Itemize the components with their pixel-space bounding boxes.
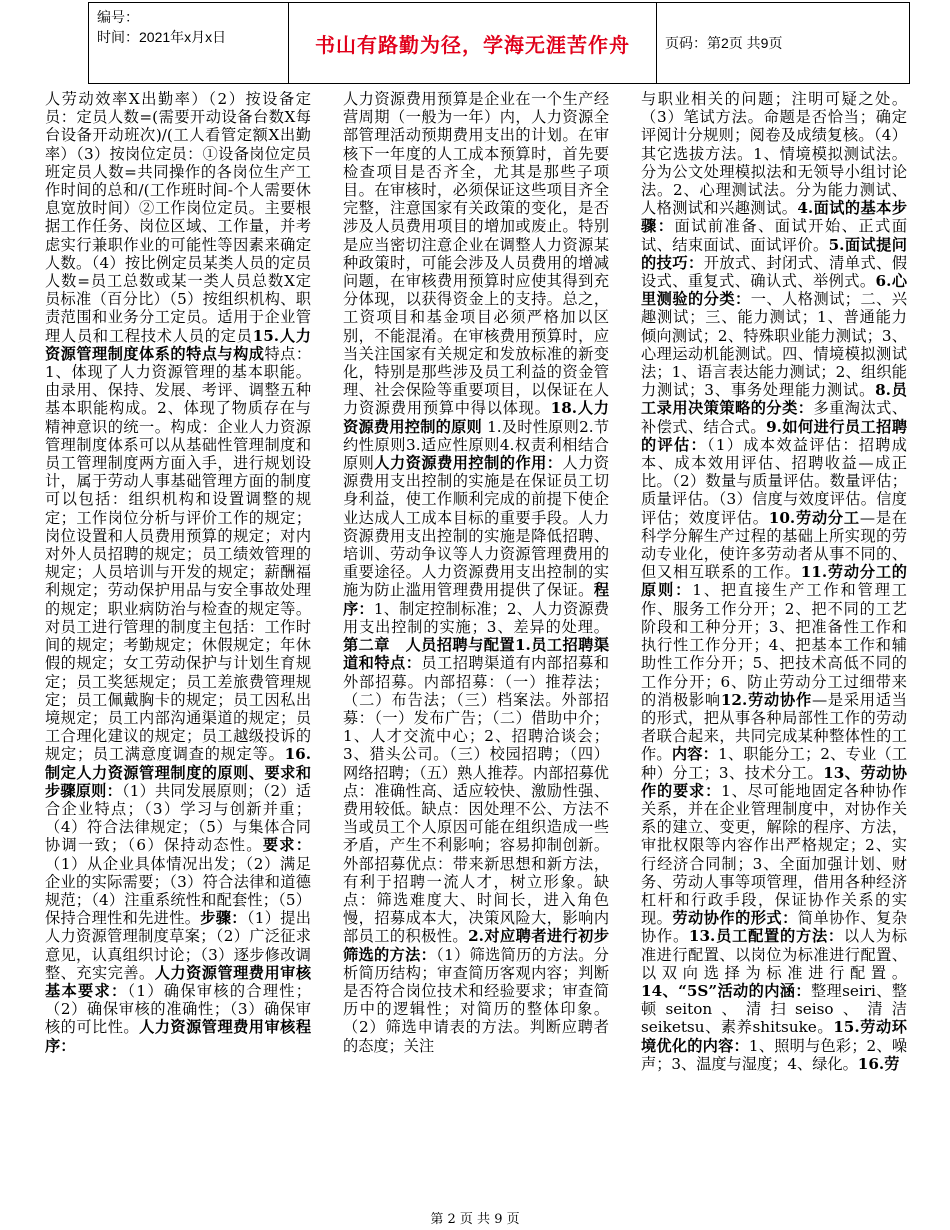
section-heading: 劳动协作的形式：: [672, 909, 798, 928]
section-heading: 2.对应聘者进行初步筛选的方法：: [343, 927, 609, 964]
section-heading: 13.员工配置的方法：: [688, 927, 844, 946]
body-text: 简单协作、复杂协作。: [641, 909, 907, 946]
body-text: 一、人格测试；二、兴趣测试；三、能力测试；1、普通能力倾向测试；2、特殊职业能力测试；3、心理运动机能测试。四、情境模拟测试法；1、语言表达能力测试；2、组织能力测试；3、事务处理能力测试。: [641, 290, 907, 400]
header-page-number: 页码：第2页 共9页: [665, 35, 783, 51]
body-text: 多重淘汰式、补偿式、结合式。: [641, 399, 907, 436]
body-text: 1.及时性原则2.节约性原则3.适应性原则4.权责利相结合原则: [343, 417, 609, 473]
body-text: 1、尽可能地固定各种协作关系，并在企业管理制度中，对协作关系的建立、变更，解除的程序、方法，审批权限等内容作出严格规定；2、实行经济合同制；3、全面加强计划、财务、劳动人事等项管理，借用各种经济杠杆和行政手段，保证协作关系的实现。: [641, 781, 907, 928]
section-heading: 程序：: [343, 581, 609, 618]
section-heading: 11.劳动分工的原则：: [641, 563, 907, 600]
body-text: 员工招聘渠道有内部招募和外部招募。内部招募：（一）推荐法；（二）布告法；（三）档案法。外部招募：（一）发布广告；（二）借助中介；1、人才交流中心；2、招聘洽谈会；3、猎头公司。（三）校园招聘；（四）网络招聘；（五）熟人推荐。内部招募优点：准确性高、适应较快、激励性强、费用较低。缺点：因处理不公、方法不当或员工个人原因可能在组织造成一些矛盾，产生不利影响；容易抑制创新。外部招募优点：带来新思想和新方法，有利于招聘一流人才，树立形象。缺点：筛选难度大、时间长，进入角色慢，招募成本大，决策风险大，影响内部员工的积极性。: [343, 654, 609, 946]
section-heading: 人力资源费用控制的作用：: [374, 454, 563, 473]
section-heading: 15.人力资源管理制度体系的特点与构成: [45, 326, 311, 363]
section-heading: 16.劳: [857, 1054, 900, 1073]
body-text: （1）筛选简历的方法。分析简历结构；审查简历客观内容；判断是否符合岗位技术和经验要求；审查简历中的逻辑性；对简历的整体印象。（2）筛选申请表的方法。判断应聘者的态度；关注: [343, 945, 609, 1055]
section-heading: 人力资源管理费用审核基本要求：: [45, 963, 311, 1000]
body-text: 1、制定控制标准；2、人力资源费用支出控制的实施；3、差异的处理。: [343, 599, 609, 636]
section-heading: 10.劳动分工: [768, 508, 860, 527]
body-text: 特点：1、体现了人力资源管理的基本职能。由录用、保持、发展、考评、调整五种基本职能构成。2、体现了物质存在与精神意识的统一。构成：企业人力资源管理制度体系可以从基础性管理制度和员工管理制度两方面入手，进行规划设计，属于劳动人事基础管理方面的制度可以包括：组织机构和设置调整的规定；工作岗位分析与评价工作的规定；岗位设置和人员费用预算的规定；对内对外人员招聘的规定；员工绩效管理的规定；人员培训与开发的规定；薪酬福利规定；劳动保护用品与安全事故处理的规定；职业病防治与检查的规定等。对员工进行管理的制度主包括：工作时间的规定；考勤规定；休假规定；年休假的规定；女工劳动保护与计划生育规定；员工奖惩规定；员工差旅费管理规定；员工佩戴胸卡的规定；员工因私出境规定；员工内部沟通渠道的规定；员工合理化建议的规定；员工越级投诉的规定；员工满意度调查的规定等。: [45, 344, 311, 764]
header-motto: 书山有路勤为径，学海无涯苦作舟: [289, 3, 657, 83]
body-text: 人力资源费用支出控制的实施是在保证员工切身利益，使工作顺利完成的前提下使企业达成人工成本目标的重要手段。人力资源费用支出控制的实施是降低招聘、培训、劳动争议等人力资源管理费用的重要途径。人力资源费用支出控制的实施为防止滥用管理费用提供了保证。: [343, 454, 609, 600]
text-column-2: [343, 90, 609, 1180]
doc-number-label: 编号：: [97, 9, 139, 25]
body-text: 整理seiri、整顿seiton、清扫seiso、清洁seiketsu、素养shitsuke。: [641, 981, 907, 1037]
body-text: （1）共同发展原则；（2）适合企业特点；（3）学习与创新并重；（4）符合法律规定；（5）与集体合同协调一致；（6）保持动态性。: [45, 781, 311, 855]
section-heading: 6.心里测验的分类：: [641, 272, 907, 309]
body-text: 1、职能分工；2、专业（工种）分工；3、技术分工。: [641, 745, 907, 782]
section-heading: 8.员工录用决策策略的分类：: [641, 381, 907, 418]
section-heading: 第二章 人员招聘与配置: [343, 636, 515, 655]
body-text: 与职业相关的问题；注明可疑之处。（3）笔试方法。命题是否恰当；确定评阅计分规则；阅卷及成绩复核。（4）其它选拔方法。1、情境模拟测试法。分为公文处理模拟法和无领导小组讨论法。2、心理测试法。分为能力测试、人格测试和兴趣测试。: [641, 90, 907, 218]
section-heading: 15.劳动环境优化的内容：: [641, 1018, 907, 1055]
section-heading: 12.劳动协作: [720, 690, 812, 709]
body-text: 1、把直接生产工作和管理工作、服务工作分开；2、把不同的工艺阶段和工种分开；3、把准备性工作和执行性工作分开；4、把基本工作和辅助性工作分开；5、把技术高低不同的工作分开；6、防止劳动分工过细带来的消极影响: [641, 581, 907, 709]
time-label: 时间：2021年x月x日: [97, 29, 227, 45]
section-heading: 人力资源管理费用审核程序：: [45, 1018, 311, 1055]
document-body: [45, 90, 907, 1180]
body-text: 面试前准备、面试开始、正式面试、结束面试、面试评价。: [641, 217, 907, 254]
section-heading: 内容：: [671, 745, 719, 764]
body-text: 人力资源费用预算是企业在一个生产经营周期（一般为一年）内，人力资源全部管理活动预期费用支出的计划。在审核下一年度的人工成本预算时，首先要检查项目是否齐全，尤其是那些子项目。在审核时，必须保证这些项目齐全完整，注意国家有关政策的变化，是否涉及人员费用项目的增加或废止。特别是应当密切注意企业在调整人力资源某种政策时，可能会涉及人员费用的增减问题，在审核费用预算时应使其得到充分体现，以获得资金上的支持。总之，工资项目和基金项目必须严格加以区别，不能混淆。在审核费用预算时，应当关注国家有关规定和发放标准的新变化，特别是那些涉及员工利益的资金管理、社会保险等重要项目，以保证在人力资源费用预算中得以体现。: [343, 90, 609, 418]
body-text: （1）从企业具体情况出发；（2）满足企业的实际需要；（3）符合法律和道德规范；（4）注重系统性和配套性；（5）保持合理性和先进性。: [45, 854, 311, 928]
body-text: —是在科学分解生产过程的基础上所实现的劳动专业化，使许多劳动者从事不同的、但又相互联系的工作。: [641, 508, 907, 582]
body-text: 1、照明与色彩；2、噪声；3、温度与湿度；4、绿化。: [641, 1036, 907, 1073]
section-heading: 4.面试的基本步骤：: [641, 199, 907, 236]
body-text: 以人为标准进行配置、以岗位为标准进行配置、以双向选择为标准进行配置。: [641, 927, 907, 982]
section-heading: 18.人力资源费用控制的原则: [343, 399, 609, 436]
section-heading: 9.如何进行员工招聘的评估：: [641, 417, 907, 454]
body-text: 人劳动效率X出勤率）（2）按设备定员：定员人数=(需要开动设备台数X每台设备开动班次)/(工人看管定额X出勤率）（3）按岗位定员：①设备岗位定员班定员人数=共同操作的各岗位生产工作时间的总和/(工作班时间-个人需要休息宽放时间）②工作岗位定员。主要根据工作任务、岗位区域、工作量，并考虑实行兼职作业的可能性等因素来确定人数。（4）按比例定员某类人员的定员人数=员工总数或某一类人员总数X定员标准（百分比）（5）按组织机构、职责范围和业务分工定员。适用于企业管理人员和工程技术人员的定员: [45, 90, 311, 345]
body-text: （1）成本效益评估：招聘成本、成本效用评估、招聘收益—成正比。（2）数量与质量评估。数量评估；质量评估。（3）信度与效度评估。信度评估；效度评估。: [641, 435, 907, 527]
body-text: 开放式、封闭式、清单式、假设式、重复式、确认式、举例式。: [641, 253, 907, 291]
page-footer: 第 2 页 共 9 页: [430, 1212, 520, 1227]
page-header: [88, 2, 910, 84]
body-text: —是采用适当的形式，把从事各种局部性工作的劳动者联合起来，共同完成某种整体性的工作。: [641, 690, 907, 764]
section-heading: 16.制定人力资源管理制度的原则、要求和步骤原则：: [45, 745, 311, 800]
body-text: （1）确保审核的合理性；（2）确保审核的准确性；（3）确保审核的可比性。: [45, 981, 311, 1037]
section-heading: 13、劳动协作的要求：: [641, 763, 907, 800]
section-heading: 步骤：: [200, 909, 247, 928]
section-heading: 14、“5S”活动的内涵：: [641, 981, 811, 1000]
section-heading: 1.员工招聘渠道和特点：: [343, 636, 609, 673]
section-heading: 5.面试提问的技巧：: [641, 235, 907, 272]
header-meta: [89, 3, 289, 83]
text-column-1: [45, 90, 311, 1180]
body-text: （1）提出人力资源管理制度草案；（2）广泛征求意见，认真组织讨论；（3）逐步修改调整、充实完善。: [45, 909, 311, 982]
section-heading: 要求：: [262, 836, 311, 855]
text-column-3: [641, 90, 907, 1180]
